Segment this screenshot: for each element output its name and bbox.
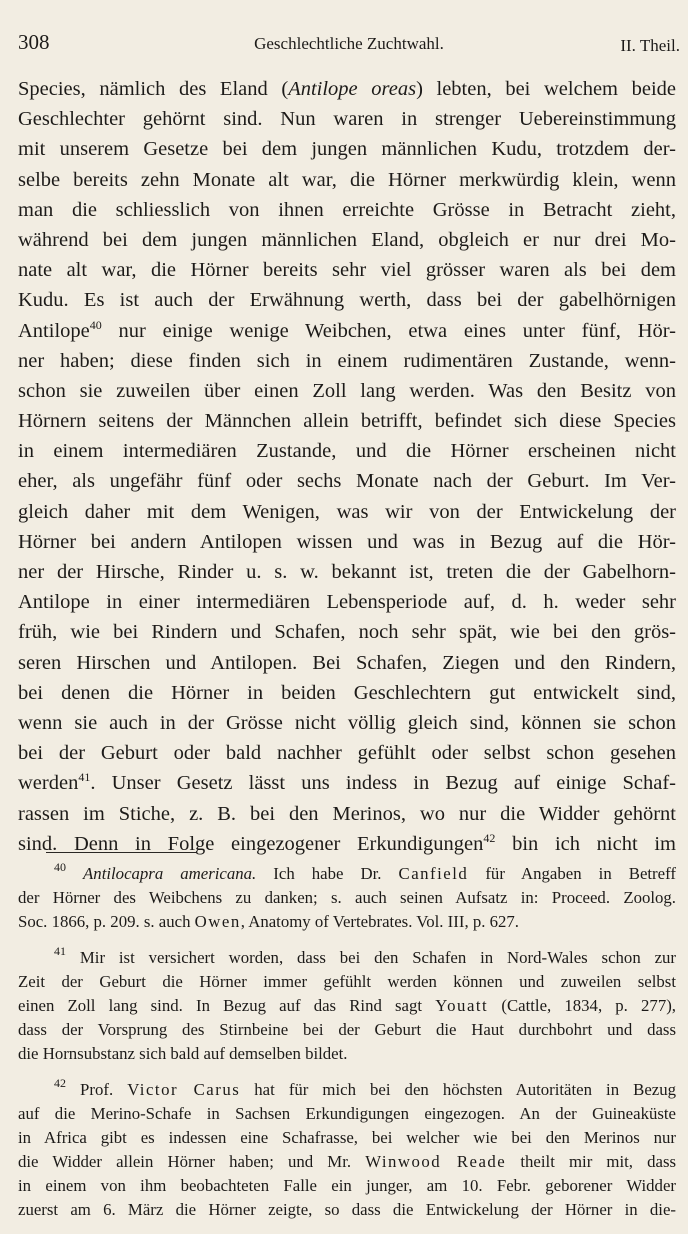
spaced-name: Canfield [398,864,469,883]
spaced-name: Victor Carus [127,1080,241,1099]
text-line [18,285,676,315]
text-line [18,316,676,346]
line-text: Ich habe Dr. [256,864,399,883]
text-line [18,225,676,255]
line-text: theilt mir mit, dass [506,1152,676,1171]
line-text: ) lebten, bei welchem beide [416,78,676,100]
footnote-line [18,886,676,910]
footnote-line [18,1174,676,1198]
line-text: nate alt war, die Hörner bereits sehr viel grösser waren als bei dem [18,259,676,282]
line-text: die Widder allein Hörner haben; und Mr. [18,1152,366,1171]
line-text: . Unser Gesetz lässt uns indess in Bezug auf einige Schaf- [90,772,676,795]
footnote-number: 42 [54,1076,66,1090]
footnote-line [18,1150,676,1174]
text-line [18,738,676,768]
line-text: ner haben; diese finden sich in einem rudimentären Zustande, wenn- [18,349,676,372]
text-line [18,74,676,104]
line-text: zuerst am 6. März die Hörner zeigte, so dass die Entwickelung der Hörner in die- [18,1200,676,1219]
line-text: Geschlechter gehörnt sind. Nun waren in strenger Uebereinstimmung [18,108,676,131]
line-text: mit unserem Gesetze bei dem jungen männlichen Kudu, trotzdem der- [18,138,676,161]
line-text: für Angaben in Betreff [468,864,676,883]
footnote-number: 41 [54,944,66,958]
footnote [18,862,676,934]
line-text: schon sie zuweilen über einen Zoll lang werden. Was den Besitz von [18,379,676,402]
footnote-line [18,1042,676,1066]
footnote-number: 40 [54,860,66,874]
text-line [18,346,676,376]
text-line [18,648,676,678]
line-text: werden [18,772,79,795]
text-line [18,708,676,738]
line-text: , Anatomy of Vertebrates. Vol. III, p. 627. [240,912,519,931]
line-text: seren Hirschen und Antilopen. Bei Schafen, Ziegen und den Rindern, [18,651,676,674]
line-text: hat für mich bei den höchsten Autoritäten in Bezug [240,1080,677,1099]
line-text: eher, als ungefähr fünf oder sechs Monate nach der Geburt. Im Ver- [18,470,676,493]
line-text: früh, wie bei Rindern und Schafen, noch sehr spät, wie bei den grös- [18,621,676,644]
footnote-line [18,946,676,970]
line-text: Zeit der Geburt die Hörner immer gefühlt werden können und zuweilen selbst [18,972,676,991]
footnotes [18,862,676,1234]
footnote-line [18,1078,676,1102]
text-line [18,557,676,587]
line-text: man die schliesslich von ihnen erreichte Grösse in Betracht zieht, [18,198,676,221]
spaced-name: Owen [194,912,241,931]
line-text: Hörner bei andern Antilopen wissen und was in Bezug auf die Hör- [18,530,676,553]
line-text: bei der Geburt oder bald nachher gefühlt oder selbst schon gesehen [18,742,676,765]
part-label: II. Theil. [620,36,680,55]
text-line [18,436,676,466]
footnote [18,1078,676,1222]
line-text: nur einige wenige Weibchen, etwa eines unter fünf, Hör- [101,319,676,342]
italic-term: Antilocapra americana. [83,864,257,883]
footnote-line [18,910,676,934]
main-text [18,74,676,859]
footnote-line [18,1126,676,1150]
line-text: gleich daher mit dem Wenigen, was wir von der Entwickelung der [18,500,676,523]
line-text: Kudu. Es ist auch der Erwähnung werth, dass bei der gabelhörnigen [18,289,676,312]
text-line [18,768,676,798]
text-line [18,587,676,617]
line-text: Prof. [80,1080,128,1099]
footnote-line [18,1102,676,1126]
text-line [18,195,676,225]
text-line [18,617,676,647]
line-text: dass der Vorsprung des Stirnbeine bei der Geburt die Haut durchbohrt und dass [18,1020,676,1039]
text-line [18,376,676,406]
footnote-line [18,1018,676,1042]
line-text: bin ich nicht im [495,832,676,855]
line-text: auf die Merino-Schafe in Sachsen Erkundigungen eingezogen. An der Guineaküste [18,1104,676,1123]
footnote-ref: 41 [78,770,91,785]
text-line [18,497,676,527]
line-text: die Hornsubstanz sich bald auf demselben bildet. [18,1044,348,1063]
spaced-name: Youatt [435,996,489,1015]
text-line [18,406,676,436]
footnote [18,946,676,1066]
text-line [18,829,676,859]
line-text: einen Zoll lang sind. In Bezug auf das Rind sagt [18,996,436,1015]
text-line [18,466,676,496]
line-text: Hörnern seitens der Männchen allein betrifft, befindet sich diese Species [18,410,676,433]
line-text: Antilope in einer intermediären Lebensperiode auf, d. h. weder sehr [18,591,676,614]
footnote-line [18,994,676,1018]
line-text: (Cattle, 1834, p. 277), [488,996,676,1015]
text-line [18,799,676,829]
line-text: wenn sie auch in der Grösse nicht völlig gleich sind, können sie schon [18,711,676,734]
text-line [18,678,676,708]
text-line [18,255,676,285]
text-line [18,527,676,557]
line-text: der Hörner des Weibchens zu danken; s. auch seinen Aufsatz in: Proceed. Zoolog. [18,888,676,907]
text-line [18,104,676,134]
spaced-name: Winwood Reade [365,1152,507,1171]
footnote-divider [46,852,196,853]
line-text: in einem von ihm beobachteten Falle ein junger, am 10. Febr. geborener Widder [18,1176,676,1195]
line-text: bei denen die Hörner in beiden Geschlechtern gut entwickelt sind, [18,681,676,704]
page-number: 308 [18,30,50,54]
line-text: ner der Hirsche, Rinder u. s. w. bekannt ist, treten die der Gabelhorn- [18,561,676,583]
footnote-line [18,970,676,994]
line-text: Soc. 1866, p. 209. s. auch [18,912,195,931]
line-text: Antilope [18,319,90,342]
running-title: Geschlechtliche Zuchtwahl. [254,34,444,53]
italic-term: Antilope oreas [288,78,417,100]
text-line [18,134,676,164]
text-line [18,165,676,195]
line-text: rassen im Stiche, z. B. bei den Merinos, wo nur die Widder gehörnt [18,802,676,825]
footnote-line [18,862,676,886]
running-header [18,30,680,60]
line-text: in einem intermediären Zustande, und die Hörner erscheinen nicht [18,440,676,463]
line-text: während bei dem jungen männlichen Eland, obgleich er nur drei Mo- [18,228,676,251]
line-text: Species, nämlich des Eland ( [18,78,289,100]
line-text: Mir ist versichert worden, dass bei den Schafen in Nord-Wales schon zur [79,948,676,967]
line-text: selbe bereits zehn Monate alt war, die Hörner merkwürdig klein, wenn [18,168,676,191]
footnote-ref: 40 [89,317,102,332]
line-text: in Africa gibt es indessen eine Schafrasse, bei welcher wie bei den Merinos nur [18,1128,676,1147]
line-text: sind. Denn in Folge eingezogener Erkundigungen [18,832,484,855]
footnote-ref: 42 [483,830,496,845]
footnote-line [18,1198,676,1222]
